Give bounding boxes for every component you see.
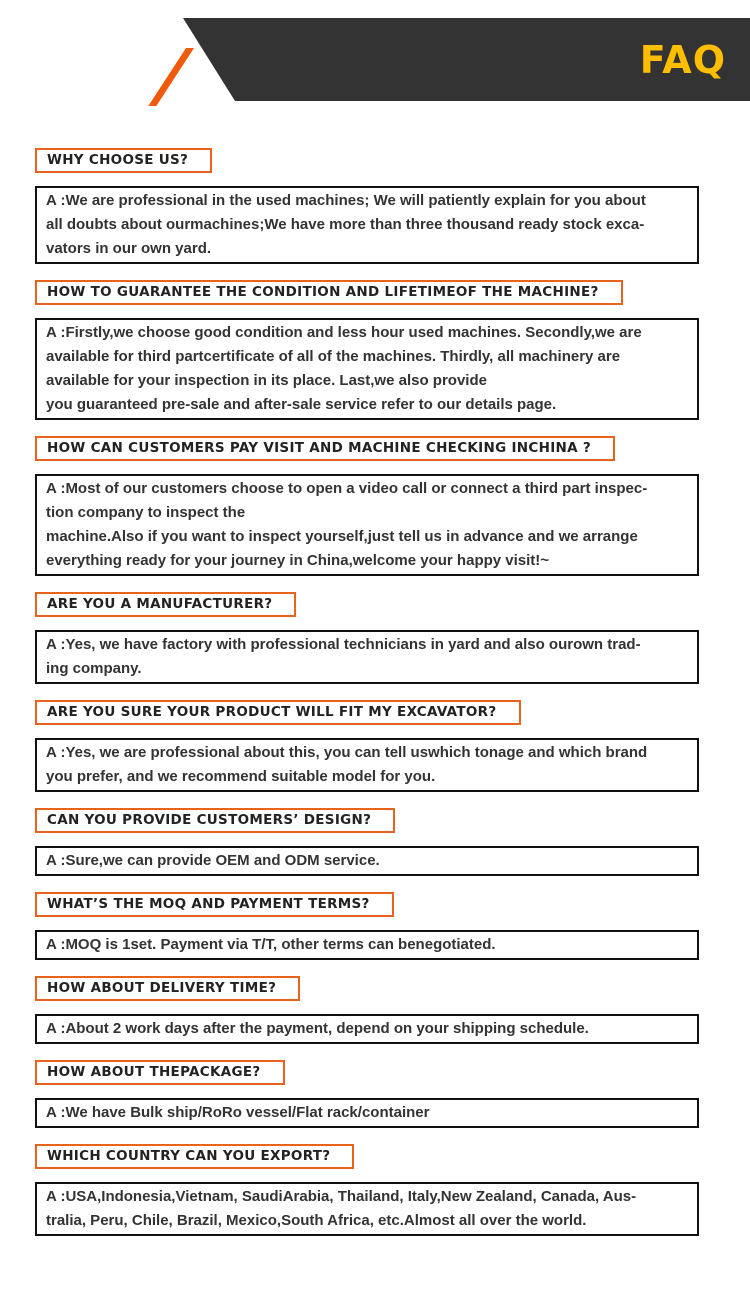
faq-answer <box>35 738 699 792</box>
faq-answer <box>35 1014 699 1044</box>
faq-answer <box>35 1098 699 1128</box>
faq-list <box>35 148 699 1252</box>
faq-question: WHAT’S THE MOQ AND PAYMENT TERMS? <box>35 892 394 917</box>
answer-line: ing company. <box>46 660 142 677</box>
faq-question: CAN YOU PROVIDE CUSTOMERS’ DESIGN? <box>35 808 395 833</box>
faq-question: HOW ABOUT DELIVERY TIME? <box>35 976 300 1001</box>
answer-line: available for your inspection in its place. Last,we also provide <box>46 372 487 389</box>
answer-line: available for third partcertificate of all of the machines. Thirdly, all machinery are <box>46 348 621 365</box>
answer-line: A :MOQ is 1set. Payment via T/T, other terms can benegotiated. <box>46 936 496 953</box>
faq-question: WHY CHOOSE US? <box>35 148 212 173</box>
answer-line: machine.Also if you want to inspect yourself,just tell us in advance and we arrange <box>46 528 638 545</box>
accent-stripe <box>148 48 194 106</box>
answer-line: A :Firstly,we choose good condition and less hour used machines. Secondly,we are <box>46 324 642 341</box>
answer-line: you guaranteed pre-sale and after-sale service refer to our details page. <box>46 396 557 413</box>
faq-answer <box>35 846 699 876</box>
answer-line: vators in our own yard. <box>46 240 212 257</box>
faq-answer <box>35 318 699 420</box>
faq-answer <box>35 474 699 576</box>
faq-answer <box>35 630 699 684</box>
faq-question: ARE YOU SURE YOUR PRODUCT WILL FIT MY EXCAVATOR? <box>35 700 521 725</box>
faq-answer <box>35 186 699 264</box>
faq-answer <box>35 930 699 960</box>
answer-line: A :We are professional in the used machines; We will patiently explain for you about <box>46 192 646 209</box>
faq-question: WHICH COUNTRY CAN YOU EXPORT? <box>35 1144 354 1169</box>
answer-line: everything ready for your journey in China,welcome your happy visit!~ <box>46 552 550 569</box>
answer-line: A :Yes, we are professional about this, you can tell uswhich tonage and which brand <box>46 744 648 761</box>
answer-line: all doubts about ourmachines;We have more than three thousand ready stock exca- <box>46 216 645 233</box>
answer-line: A :USA,Indonesia,Vietnam, SaudiArabia, Thailand, Italy,New Zealand, Canada, Aus- <box>46 1188 637 1205</box>
faq-question: HOW CAN CUSTOMERS PAY VISIT AND MACHINE CHECKING INCHINA ? <box>35 436 615 461</box>
answer-line: you prefer, and we recommend suitable model for you. <box>46 768 436 785</box>
answer-line: tralia, Peru, Chile, Brazil, Mexico,South Africa, etc.Almost all over the world. <box>46 1212 587 1229</box>
faq-answer <box>35 1182 699 1236</box>
page-title: FAQ <box>639 38 726 82</box>
faq-question: HOW TO GUARANTEE THE CONDITION AND LIFETIMEOF THE MACHINE? <box>35 280 623 305</box>
answer-line: tion company to inspect the <box>46 504 246 521</box>
answer-line: A :We have Bulk ship/RoRo vessel/Flat rack/container <box>46 1104 430 1121</box>
answer-line: A :About 2 work days after the payment, depend on your shipping schedule. <box>46 1020 589 1037</box>
answer-line: A :Yes, we have factory with professional technicians in yard and also ourown trad- <box>46 636 641 653</box>
faq-question: HOW ABOUT THEPACKAGE? <box>35 1060 285 1085</box>
answer-line: A :Most of our customers choose to open a video call or connect a third part inspec- <box>46 480 648 497</box>
faq-question: ARE YOU A MANUFACTURER? <box>35 592 296 617</box>
answer-line: A :Sure,we can provide OEM and ODM service. <box>46 852 380 869</box>
